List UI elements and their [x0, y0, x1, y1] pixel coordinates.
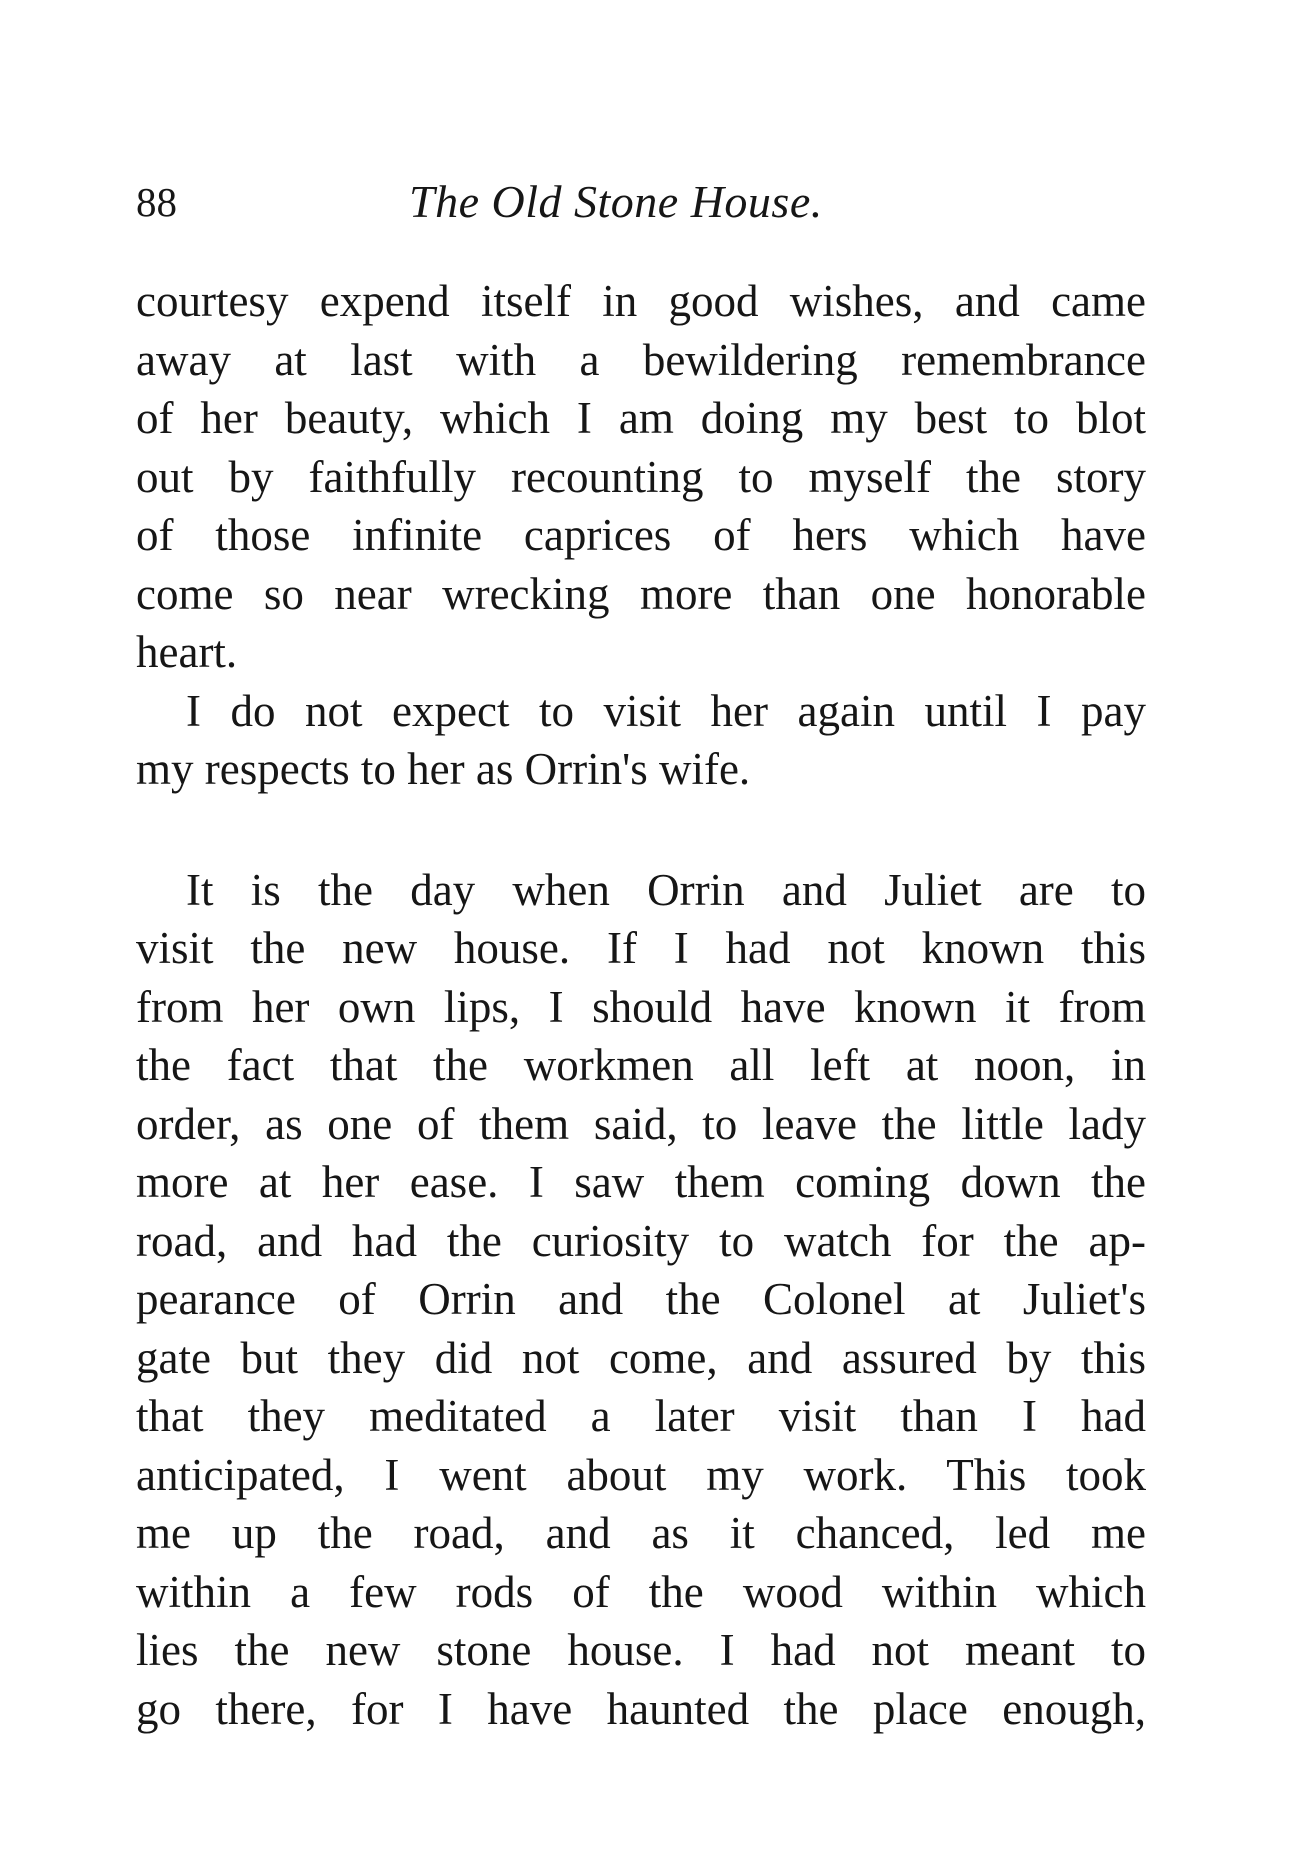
text-line: of those infinite caprices of hers which have — [136, 510, 1146, 560]
page-number: 88 — [136, 179, 177, 225]
body-text — [136, 272, 1146, 1738]
text-line: of her beauty, which I am doing my best to blot — [136, 393, 1146, 443]
paragraph-1 — [136, 272, 1146, 682]
text-line: heart. — [136, 627, 238, 677]
text-line: my respects to her as Orrin's wife. — [136, 744, 751, 794]
text-line: out by faithfully recounting to myself the story — [136, 451, 1146, 502]
paragraph-2 — [136, 682, 1146, 799]
text-line: that they meditated a later visit than I had — [136, 1391, 1146, 1441]
text-line: pearance of Orrin and the Colonel at Juliet's — [136, 1274, 1146, 1324]
text-line: order, as one of them said, to leave the little lady — [136, 1098, 1146, 1149]
text-line: more at her ease. I saw them coming down the — [136, 1157, 1146, 1207]
section-break — [136, 799, 1146, 861]
text-line: visit the new house. If I had not known this — [136, 923, 1146, 973]
paragraph-3 — [136, 861, 1146, 1739]
text-line: away at last with a bewildering remembrance — [136, 334, 1146, 385]
text-line: come so near wrecking more than one honorable — [136, 568, 1146, 619]
page-header — [136, 172, 1146, 232]
text-line: courtesy expend itself in good wishes, and came — [136, 276, 1146, 326]
text-line: lies the new stone house. I had not meant to — [136, 1625, 1146, 1675]
text-line: It is the day when Orrin and Juliet are to — [186, 864, 1146, 915]
running-title: The Old Stone House. — [409, 176, 823, 227]
text-line: from her own lips, I should have known it from — [136, 981, 1146, 1032]
text-line: within a few rods of the wood within which — [136, 1566, 1146, 1617]
text-line: I do not expect to visit her again until I pay — [186, 685, 1146, 736]
text-line: me up the road, and as it chanced, led me — [136, 1508, 1146, 1558]
text-line: gate but they did not come, and assured by this — [136, 1332, 1146, 1383]
text-line: anticipated, I went about my work. This took — [136, 1449, 1146, 1500]
text-line: go there, for I have haunted the place enough, — [136, 1683, 1146, 1734]
text-line: the fact that the workmen all left at noon, in — [136, 1040, 1146, 1090]
text-line: road, and had the curiosity to watch for the ap- — [136, 1215, 1146, 1266]
